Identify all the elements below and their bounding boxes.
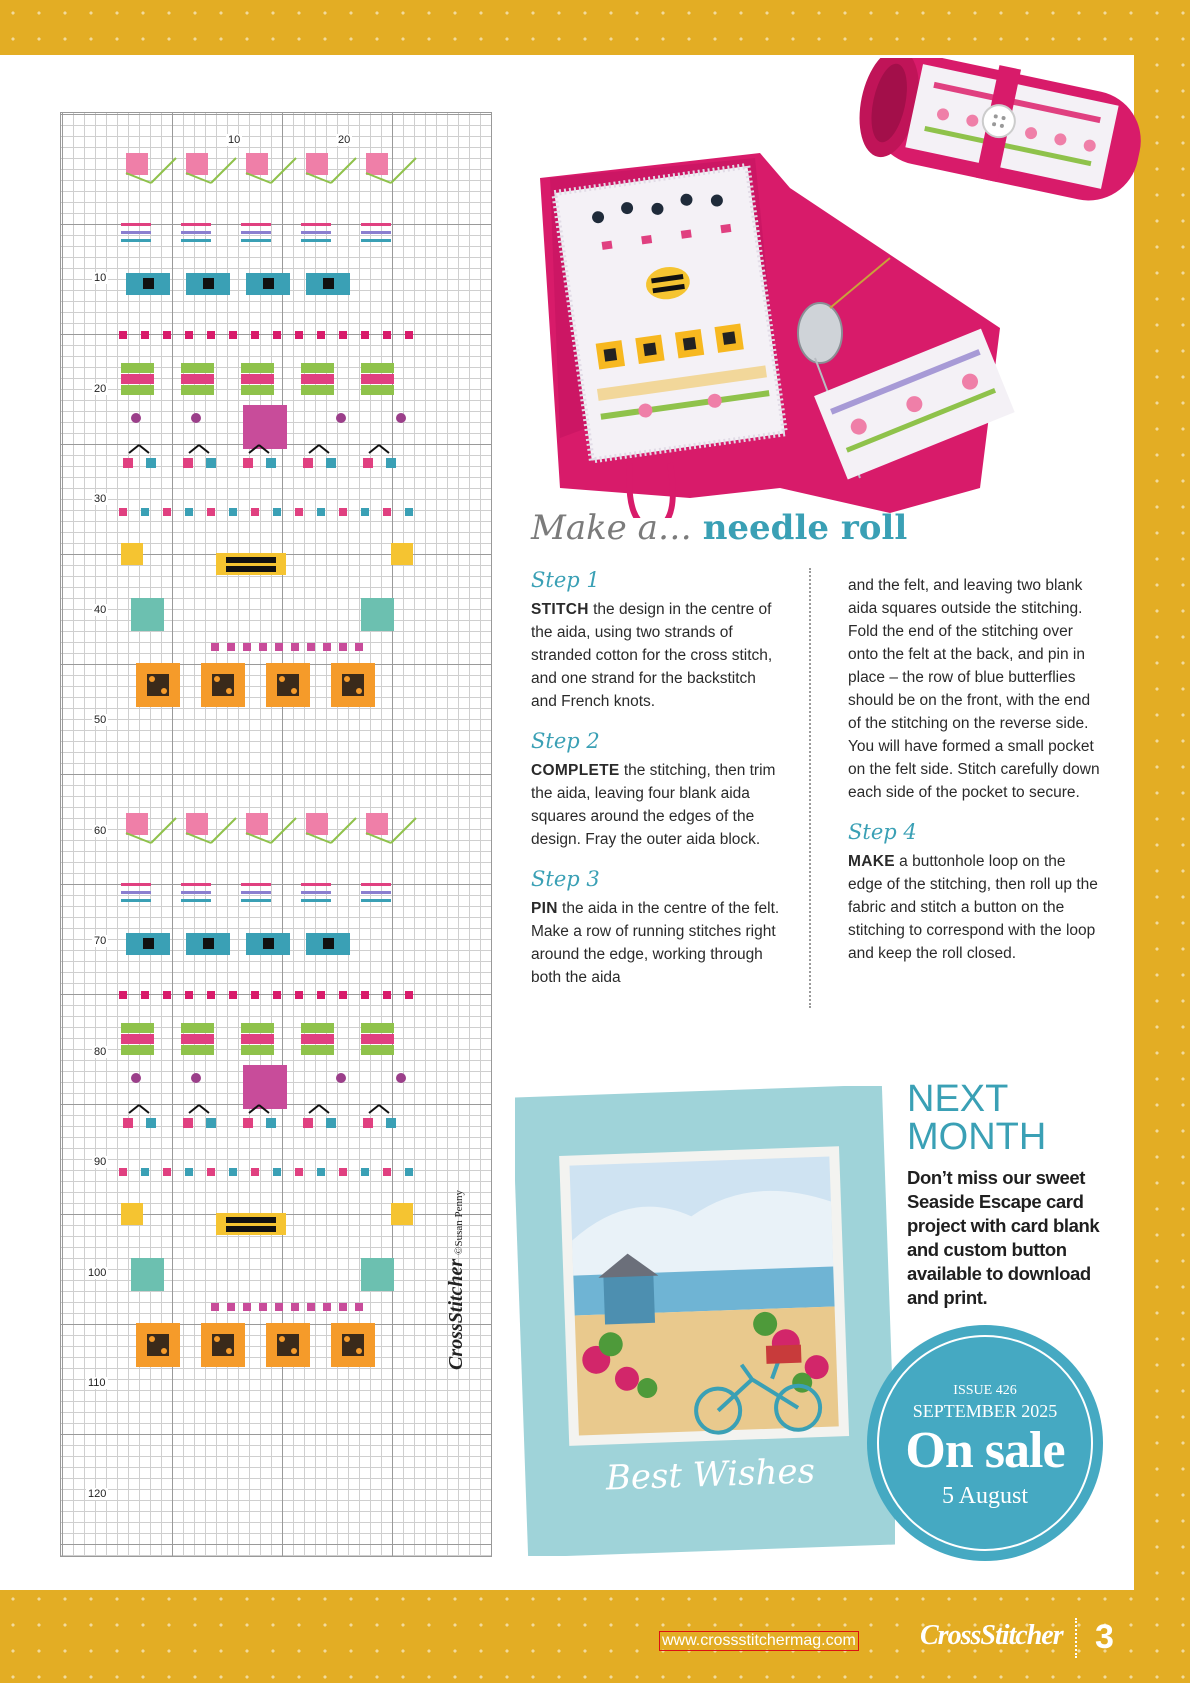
step-2 — [531, 727, 781, 851]
chart-top-label-10: 10 — [228, 134, 241, 146]
chart-row-label-120: 120 — [88, 1487, 107, 1500]
step-3-heading: Step 3 — [531, 867, 600, 891]
needle-roll-photo — [530, 58, 1170, 518]
step-3-keyword: PIN — [531, 900, 558, 917]
chart-credit-designer: ©Susan Penny — [453, 1189, 465, 1255]
chart-row-label-40: 40 — [94, 603, 107, 616]
chart-top-label-20: 20 — [338, 134, 351, 146]
next-month-title-line-2: MONTH — [907, 1116, 1047, 1158]
next-month-title — [907, 1080, 1046, 1156]
website-link[interactable]: www.crossstitchermag.com — [659, 1631, 859, 1651]
chart-credit-logo: CrossStitcher — [445, 1258, 467, 1370]
page-number: 3 — [1095, 1618, 1114, 1656]
chart-row-label-30: 30 — [94, 493, 107, 505]
chart-credit — [445, 1190, 468, 1370]
column-divider — [809, 568, 811, 1008]
chart-row-label-110: 110 — [88, 1377, 106, 1389]
badge-date: 5 August — [941, 1483, 1028, 1509]
article-title-prefix: Make a… — [531, 508, 692, 548]
badge-month: SEPTEMBER 2025 — [912, 1401, 1058, 1421]
instructions-column-2 — [848, 574, 1100, 979]
step-2-keyword: COMPLETE — [531, 762, 620, 779]
step-3-text: the aida in the centre of the felt. Make a row of running stitches right around the edge, working through both the aida — [531, 900, 780, 986]
chart-row-label-90: 90 — [94, 1156, 107, 1168]
footer-logo: CrossStitcher — [920, 1620, 1063, 1651]
badge-issue: ISSUE 426 — [953, 1383, 1017, 1398]
step-4-text: a buttonhole loop on the edge of the stitching, then roll up the fabric and stitch a button on the stitching to correspond with the loop and keep the roll closed. — [848, 853, 1098, 962]
step-4-heading: Step 4 — [848, 820, 917, 844]
chart-row-label-10: 10 — [94, 272, 107, 284]
step-1-heading: Step 1 — [531, 568, 600, 592]
on-sale-badge-ring — [877, 1335, 1093, 1551]
step-1 — [531, 566, 781, 713]
chart-row-label-60: 60 — [94, 824, 107, 837]
step-2-text: the stitching, then trim the aida, leaving four blank aida squares around the edges of the design. Fray the outer aida block. — [531, 762, 776, 848]
instructions-column-1 — [531, 566, 781, 1003]
card-greeting: Best Wishes — [605, 1451, 816, 1499]
chart-row-label-100: 100 — [88, 1266, 107, 1279]
on-sale-badge — [867, 1325, 1103, 1561]
step-1-keyword: STITCH — [531, 601, 589, 618]
footer-divider — [1075, 1618, 1077, 1658]
step-3-continuation: and the felt, and leaving two blank aida squares outside the stitching. Fold the end of the stitching over onto the felt at the back, and pin in place – the row of blue butterflies should be on the front, with the end of the stitching on the reverse side. You will have formed a small pocket on the felt side. Stitch carefully down each side of the pocket to secure. — [848, 577, 1100, 801]
chart-row-label-80: 80 — [94, 1045, 107, 1058]
chart-row-label-50: 50 — [94, 714, 107, 726]
next-month-title-line-1: NEXT — [907, 1078, 1009, 1120]
cross-stitch-chart — [60, 112, 492, 1557]
step-4 — [848, 818, 1100, 965]
chart-row-label-70: 70 — [94, 935, 107, 947]
seaside-card-image — [515, 1086, 895, 1556]
step-3 — [531, 865, 781, 989]
article-title — [531, 508, 907, 548]
step-2-heading: Step 2 — [531, 729, 600, 753]
chart-row-label-20: 20 — [94, 382, 107, 395]
step-1-text: the design in the centre of the aida, using two strands of stranded cotton for the cross stitch, and one strand for the backstitch and French knots. — [531, 601, 773, 710]
chart-motifs — [61, 113, 493, 1558]
next-month-description: Don’t miss our sweet Seaside Escape card project with card blank and custom button available to download and print. — [907, 1167, 1100, 1308]
article-title-main: needle roll — [702, 508, 908, 548]
badge-on-sale: On sale — [905, 1422, 1065, 1479]
step-4-keyword: MAKE — [848, 853, 895, 870]
